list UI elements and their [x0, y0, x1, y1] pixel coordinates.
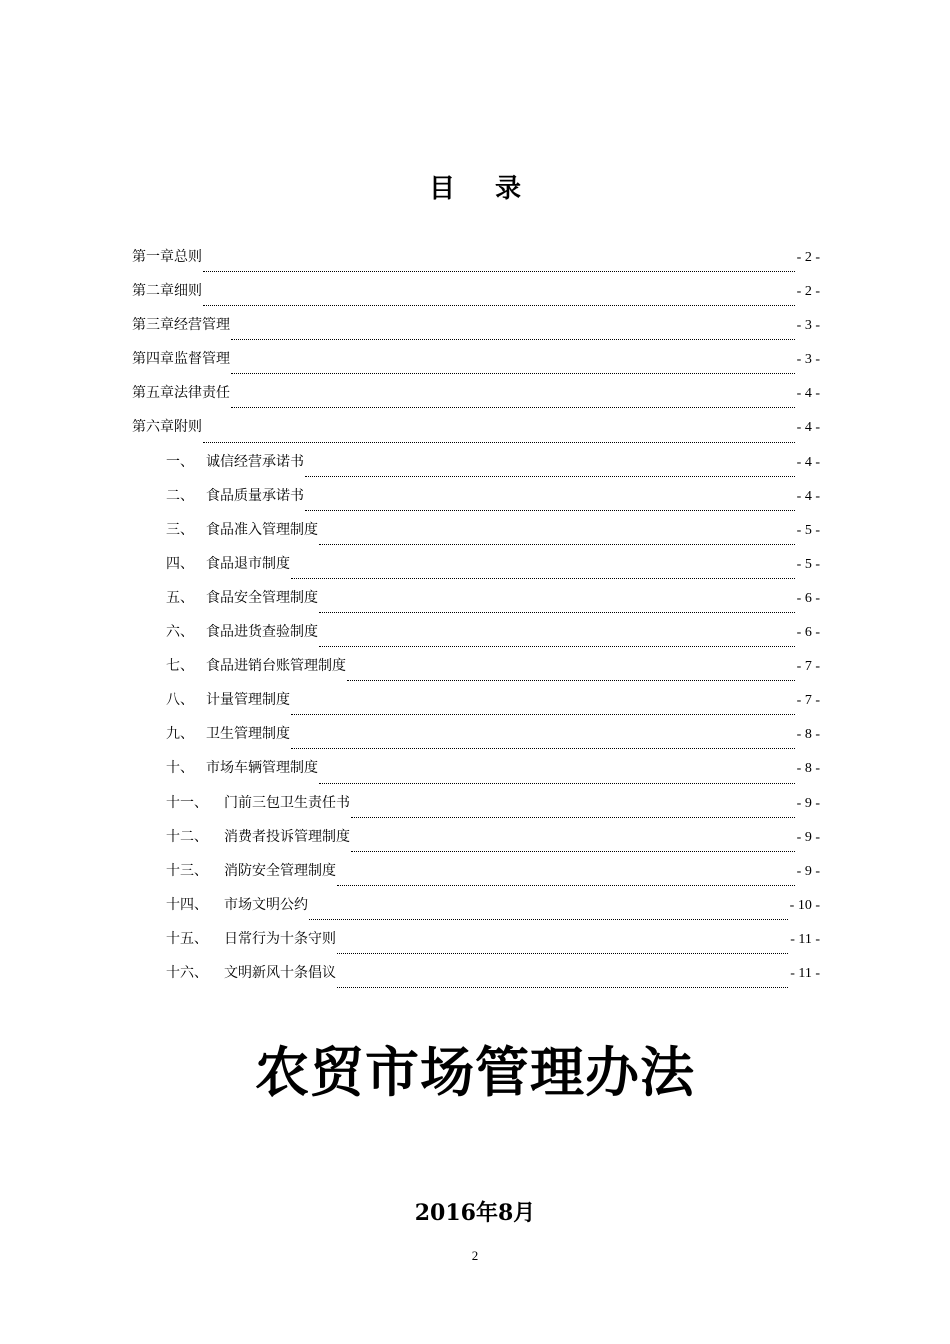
toc-subentry-4[interactable]: [132, 553, 820, 587]
dot-leader: [347, 679, 795, 681]
toc-entry-number: 十五、: [166, 930, 208, 947]
toc-subentry-7[interactable]: [132, 655, 820, 689]
dot-leader: [319, 645, 795, 647]
toc-entry-chapter-2[interactable]: [132, 280, 820, 314]
toc-entry-number: 八、: [166, 692, 194, 709]
toc-entry-page: - 3 -: [796, 318, 820, 334]
table-of-contents: [132, 246, 820, 996]
dot-leader: [309, 918, 788, 920]
toc-entry-title: 经营管理: [174, 317, 230, 334]
document-title: 农贸市场管理办法: [255, 1040, 695, 1104]
toc-entry-title: 食品进货查验制度: [206, 624, 318, 641]
toc-entry-page: - 11 -: [790, 965, 820, 981]
toc-entry-title: 计量管理制度: [206, 692, 290, 709]
toc-entry-chapter-1[interactable]: [132, 246, 820, 280]
toc-entry-page: - 2 -: [796, 284, 820, 300]
toc-subentry-11[interactable]: [132, 792, 820, 826]
toc-entry-number: 三、: [166, 521, 194, 538]
toc-entry-page: - 11 -: [790, 931, 820, 947]
toc-entry-chapter-3[interactable]: [132, 314, 820, 348]
toc-subentry-13[interactable]: [132, 860, 820, 894]
toc-heading: 目录: [428, 174, 561, 204]
toc-entry-number: 十、: [166, 760, 194, 777]
toc-entry-title: 监督管理: [174, 351, 230, 368]
toc-subentry-8[interactable]: [132, 689, 820, 723]
toc-subentry-15[interactable]: [132, 928, 820, 962]
toc-entry-chapter-4[interactable]: [132, 348, 820, 382]
toc-entry-page: - 10 -: [789, 897, 820, 913]
toc-entry-number: 第一章: [132, 249, 174, 265]
toc-entry-chapter-5[interactable]: [132, 382, 820, 416]
toc-entry-title: 卫生管理制度: [206, 726, 290, 743]
toc-subentry-16[interactable]: [132, 962, 820, 996]
toc-entry-title: 消防安全管理制度: [224, 862, 336, 879]
toc-entry-title: 文明新风十条倡议: [224, 964, 336, 981]
toc-entry-number: 十六、: [166, 964, 208, 981]
toc-entry-number: 四、: [166, 555, 194, 572]
dot-leader: [231, 372, 795, 374]
toc-entry-title: 附则: [174, 419, 202, 436]
dot-leader: [203, 270, 795, 272]
toc-entry-page: - 7 -: [796, 659, 820, 675]
toc-entry-title: 诚信经营承诺书: [206, 453, 304, 470]
toc-entry-number: 六、: [166, 624, 194, 641]
dot-leader: [337, 986, 788, 988]
toc-entry-page: - 6 -: [796, 625, 820, 641]
dot-leader: [291, 577, 795, 579]
toc-entry-number: 十一、: [166, 794, 208, 811]
dot-leader: [351, 850, 795, 852]
toc-entry-page: - 8 -: [796, 727, 820, 743]
dot-leader: [291, 747, 795, 749]
document-date: 2016年8月: [414, 1200, 536, 1226]
toc-entry-title: 食品质量承诺书: [206, 487, 304, 504]
toc-entry-chapter-6[interactable]: [132, 416, 820, 450]
dot-leader: [231, 406, 795, 408]
toc-entry-page: - 3 -: [796, 352, 820, 368]
toc-subentry-14[interactable]: [132, 894, 820, 928]
toc-entry-page: - 8 -: [796, 761, 820, 777]
dot-leader: [203, 441, 795, 443]
dot-leader: [231, 338, 795, 340]
dot-leader: [203, 304, 795, 306]
dot-leader: [337, 952, 788, 954]
toc-entry-page: - 4 -: [796, 454, 820, 470]
toc-entry-page: - 6 -: [796, 590, 820, 606]
toc-entry-number: 五、: [166, 589, 194, 606]
dot-leader: [305, 475, 795, 477]
toc-subentry-10[interactable]: [132, 757, 820, 791]
toc-entry-page: - 5 -: [796, 556, 820, 572]
toc-entry-number: 十二、: [166, 828, 208, 845]
toc-entry-title: 总则: [174, 249, 202, 265]
dot-leader: [291, 713, 795, 715]
toc-entry-title: 市场文明公约: [224, 896, 308, 913]
toc-entry-title: 食品安全管理制度: [206, 589, 318, 606]
toc-subentry-5[interactable]: [132, 587, 820, 621]
toc-entry-title: 市场车辆管理制度: [206, 760, 318, 777]
toc-subentry-1[interactable]: [132, 451, 820, 485]
toc-entry-title: 食品进销台账管理制度: [206, 658, 346, 675]
toc-entry-number: 第六章: [132, 419, 174, 436]
dot-leader: [337, 884, 795, 886]
toc-entry-number: 第二章: [132, 283, 174, 300]
toc-entry-page: - 9 -: [796, 795, 820, 811]
toc-entry-page: - 9 -: [796, 829, 820, 845]
toc-entry-page: - 4 -: [796, 420, 820, 436]
toc-entry-title: 日常行为十条守则: [224, 930, 336, 947]
toc-entry-number: 一、: [166, 453, 194, 470]
toc-entry-number: 九、: [166, 726, 194, 743]
toc-entry-page: - 7 -: [796, 693, 820, 709]
toc-entry-number: 第五章: [132, 385, 174, 402]
toc-subentry-12[interactable]: [132, 826, 820, 860]
dot-leader: [351, 816, 795, 818]
toc-entry-title: 法律责任: [174, 385, 230, 402]
toc-subentry-3[interactable]: [132, 519, 820, 553]
dot-leader: [319, 543, 795, 545]
toc-entry-title: 食品退市制度: [206, 555, 290, 572]
toc-entry-number: 七、: [166, 658, 194, 675]
page-number: 2: [471, 1248, 479, 1263]
toc-subentry-9[interactable]: [132, 723, 820, 757]
toc-subentry-2[interactable]: [132, 485, 820, 519]
dot-leader: [319, 782, 795, 784]
toc-entry-number: 十四、: [166, 896, 208, 913]
toc-entry-number: 二、: [166, 487, 194, 504]
toc-entry-title: 消费者投诉管理制度: [224, 828, 350, 845]
toc-subentry-6[interactable]: [132, 621, 820, 655]
toc-entry-page: - 5 -: [796, 522, 820, 538]
toc-entry-page: - 4 -: [796, 386, 820, 402]
dot-leader: [305, 509, 795, 511]
toc-entry-number: 十三、: [166, 862, 208, 879]
toc-entry-page: - 2 -: [796, 250, 820, 265]
toc-entry-page: - 9 -: [796, 863, 820, 879]
toc-entry-title: 食品准入管理制度: [206, 521, 318, 538]
dot-leader: [319, 611, 795, 613]
toc-entry-title: 门前三包卫生责任书: [224, 794, 350, 811]
toc-entry-title: 细则: [174, 283, 202, 300]
toc-entry-page: - 4 -: [796, 488, 820, 504]
toc-entry-number: 第三章: [132, 317, 174, 334]
toc-entry-number: 第四章: [132, 351, 174, 368]
